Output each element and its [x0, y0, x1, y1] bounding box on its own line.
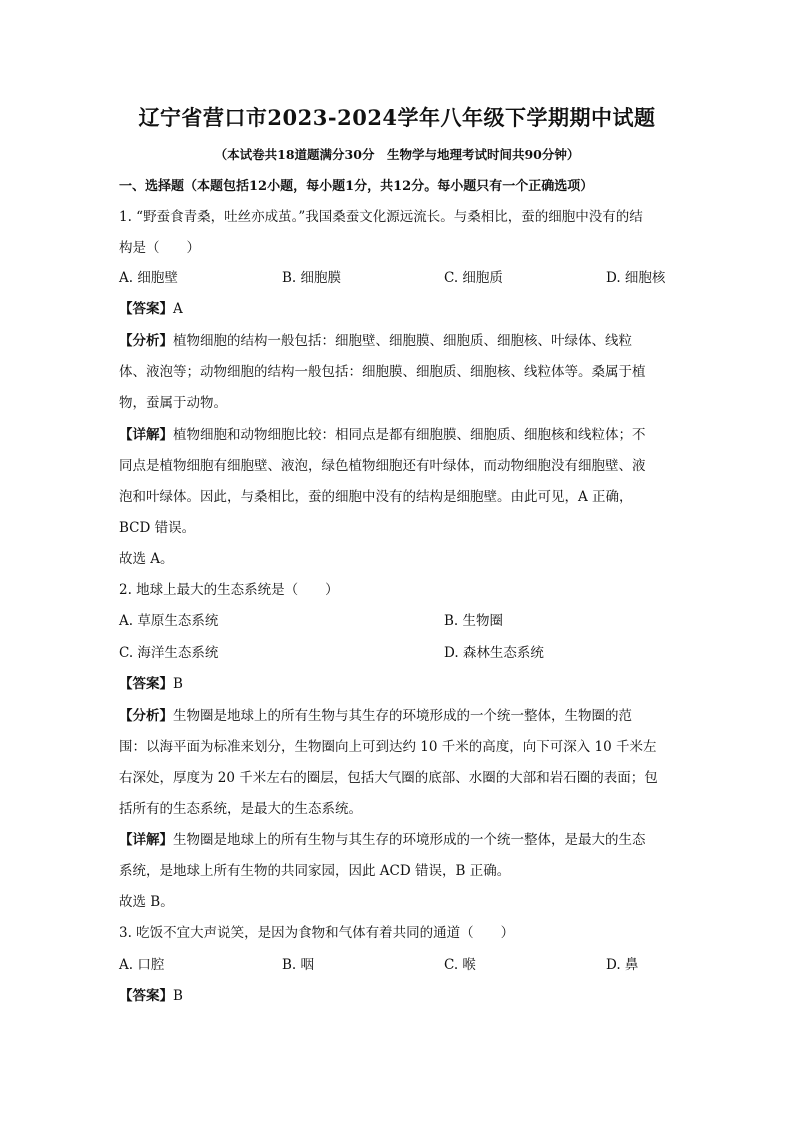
page-title: 辽宁省营口市2023-2024学年八年级下学期期中试题	[138, 105, 656, 130]
question-2-option-c: C. 海洋生态系统	[119, 645, 219, 661]
question-3-stem: 3. 吃饭不宜大声说笑，是因为食物和气体有着共同的通道（ ）	[119, 925, 515, 941]
question-1-stem-line-1: 1. “野蚕食青桑，吐丝亦成茧。”我国桑蚕文化源远流长。与桑相比，蚕的细胞中没有的结	[119, 209, 643, 225]
detail-tag: 【详解】	[119, 427, 173, 443]
question-1-detail-line-1	[119, 425, 679, 445]
question-2-detail-line-1	[119, 830, 679, 850]
detail-text: 植物细胞和动物细胞比较：相同点是都有细胞膜、细胞质、细胞核和线粒体；不	[173, 427, 646, 443]
question-1-option-b: B. 细胞膜	[282, 270, 342, 286]
answer-value: B	[173, 988, 183, 1004]
question-3-option-a: A. 口腔	[119, 957, 165, 973]
question-1-stem-line-2: 构是（ ）	[119, 240, 200, 256]
detail-text: 生物圈是地球上的所有生物与其生存的环境形成的一个统一整体，是最大的生态	[173, 832, 646, 848]
answer-value: A	[173, 301, 183, 317]
question-1-option-a: A. 细胞壁	[119, 270, 178, 286]
question-2-conclusion: 故选 B。	[119, 894, 174, 910]
question-2-option-d: D. 森林生态系统	[444, 645, 544, 661]
question-2-analysis-line-2: 围：以海平面为标准来划分，生物圈向上可到达约 10 千米的高度，向下可深入 10 千米左	[119, 739, 657, 755]
detail-tag: 【详解】	[119, 832, 173, 848]
question-1-answer	[119, 299, 679, 319]
question-1-option-d: D. 细胞核	[606, 270, 666, 286]
question-3-option-d: D. 鼻	[606, 957, 639, 973]
analysis-tag: 【分析】	[119, 708, 173, 724]
question-3-option-b: B. 咽	[282, 957, 315, 973]
section-heading: 一、选择题（本题包括12小题，每小题1分，共12分。每小题只有一个正确选项）	[119, 179, 594, 194]
question-2-option-a: A. 草原生态系统	[119, 613, 219, 629]
answer-value: B	[173, 676, 183, 692]
question-2-analysis-line-4: 括所有的生态系统，是最大的生态系统。	[119, 801, 362, 817]
analysis-tag: 【分析】	[119, 333, 173, 349]
exam-info-subtitle: （本试卷共18道题满分30分 生物学与地理考试时间共90分钟）	[214, 147, 580, 162]
analysis-text: 植物细胞的结构一般包括：细胞壁、细胞膜、细胞质、细胞核、叶绿体、线粒	[173, 333, 632, 349]
question-1-analysis-line-2: 体、液泡等；动物细胞的结构一般包括：细胞膜、细胞质、细胞核、线粒体等。桑属于植	[119, 364, 646, 380]
question-1-detail-line-3: 泡和叶绿体。因此，与桑相比，蚕的细胞中没有的结构是细胞壁。由此可见，A 正确，	[119, 489, 633, 505]
question-1-analysis-line-3: 物，蚕属于动物。	[119, 395, 227, 411]
analysis-text: 生物圈是地球上的所有生物与其生存的环境形成的一个统一整体，生物圈的范	[173, 708, 632, 724]
question-1-option-c: C. 细胞质	[444, 270, 503, 286]
answer-tag: 【答案】	[119, 988, 173, 1004]
question-1-detail-line-4: BCD 错误。	[119, 520, 196, 536]
question-1-conclusion: 故选 A。	[119, 551, 174, 567]
question-2-stem: 2. 地球上最大的生态系统是（ ）	[119, 582, 339, 598]
answer-tag: 【答案】	[119, 301, 173, 317]
question-1-analysis-line-1	[119, 331, 679, 351]
question-1-detail-line-2: 同点是植物细胞有细胞壁、液泡，绿色植物细胞还有叶绿体，而动物细胞没有细胞壁、液	[119, 458, 646, 474]
question-2-analysis-line-1	[119, 706, 679, 726]
answer-tag: 【答案】	[119, 676, 173, 692]
question-2-analysis-line-3: 右深处，厚度为 20 千米左右的圈层，包括大气圈的底部、水圈的大部和岩石圈的表面；包	[119, 770, 658, 786]
question-2-detail-line-2: 系统，是地球上所有生物的共同家园，因此 ACD 错误，B 正确。	[119, 863, 511, 879]
question-3-option-c: C. 喉	[444, 957, 476, 973]
question-2-option-b: B. 生物圈	[444, 613, 504, 629]
question-3-answer	[119, 986, 679, 1006]
question-2-answer	[119, 674, 679, 694]
